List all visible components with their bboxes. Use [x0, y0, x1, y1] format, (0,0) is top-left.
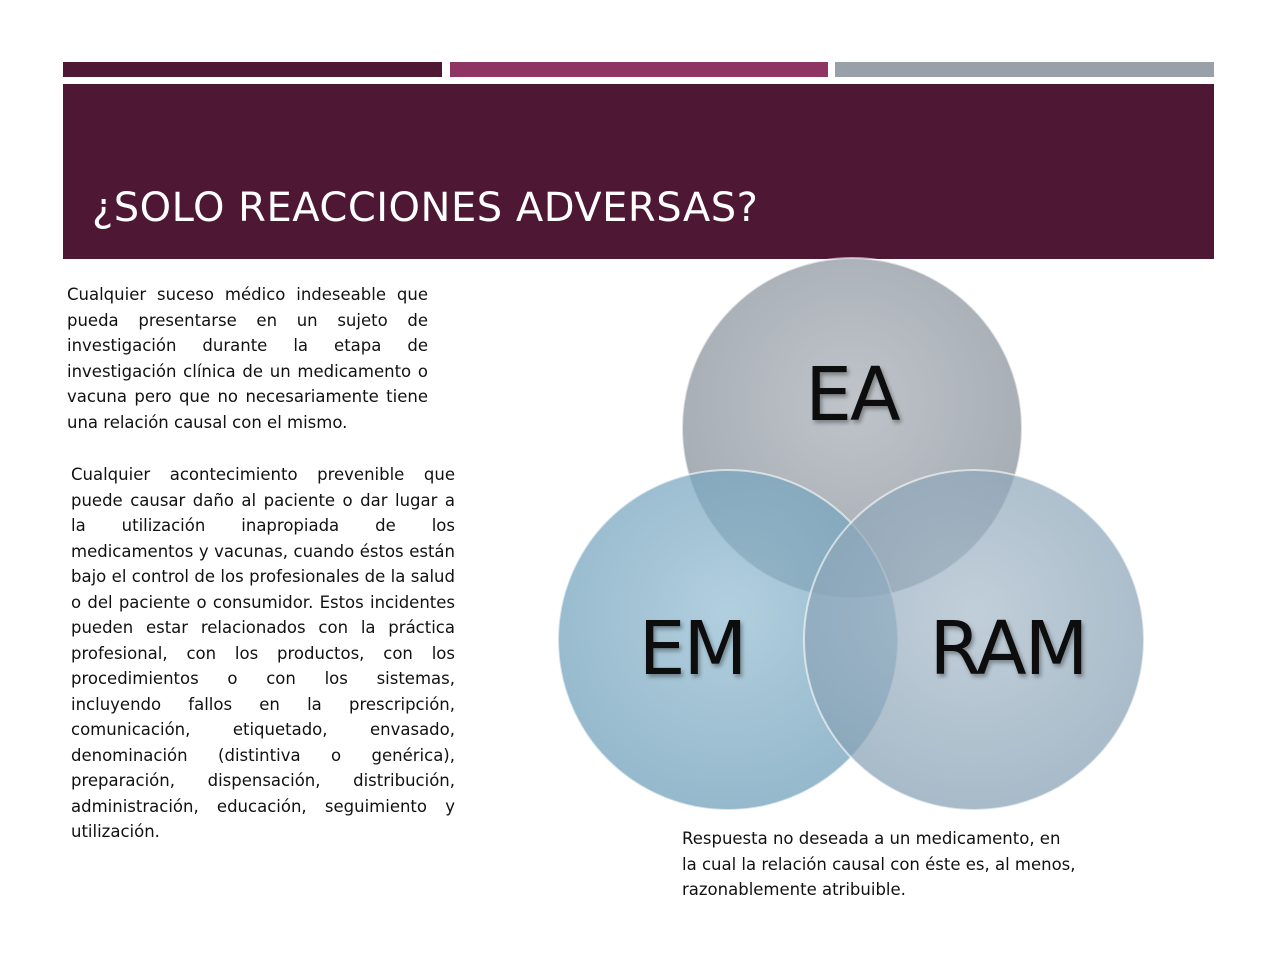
- accent-bar-magenta: [450, 62, 828, 77]
- definition-ram: Respuesta no deseada a un medicamento, en la cual la relación causal con éste es, al menos, razonablemente atribuible.: [682, 829, 1076, 899]
- venn-label-ea: EA: [805, 352, 899, 438]
- accent-bar-dark: [63, 62, 442, 77]
- title-band: [63, 84, 1214, 259]
- accent-bar-gray: [835, 62, 1214, 77]
- venn-label-em: EM: [638, 606, 746, 692]
- slide-title: ¿SOLO REACCIONES ADVERSAS?: [92, 185, 759, 231]
- definition-em: Cualquier acontecimiento prevenible que puede causar daño al paciente o dar lugar a la utilización inapropiada de los medicamentos y vacunas, cuando éstos están bajo el control de los profesionales de la salud o del paciente o consumidor. Estos incidentes pueden estar relacionados con la práctica profesional, con los productos, con los procedimientos o con los sistemas, incluyendo fallos en la prescripción, comunicación, etiquetado, envasado, denominación (distintiva o genérica), preparación, dispensación, distribución, administración, educación, seguimiento y utilización.: [71, 465, 455, 841]
- definition-ea: Cualquier suceso médico indeseable que pueda presentarse en un sujeto de investigación durante la etapa de investigación clínica de un medicamento o vacuna pero que no necesariamente tiene una relación causal con el mismo.: [67, 285, 428, 432]
- venn-label-ram: RAM: [929, 606, 1087, 692]
- venn-diagram: [540, 250, 1160, 820]
